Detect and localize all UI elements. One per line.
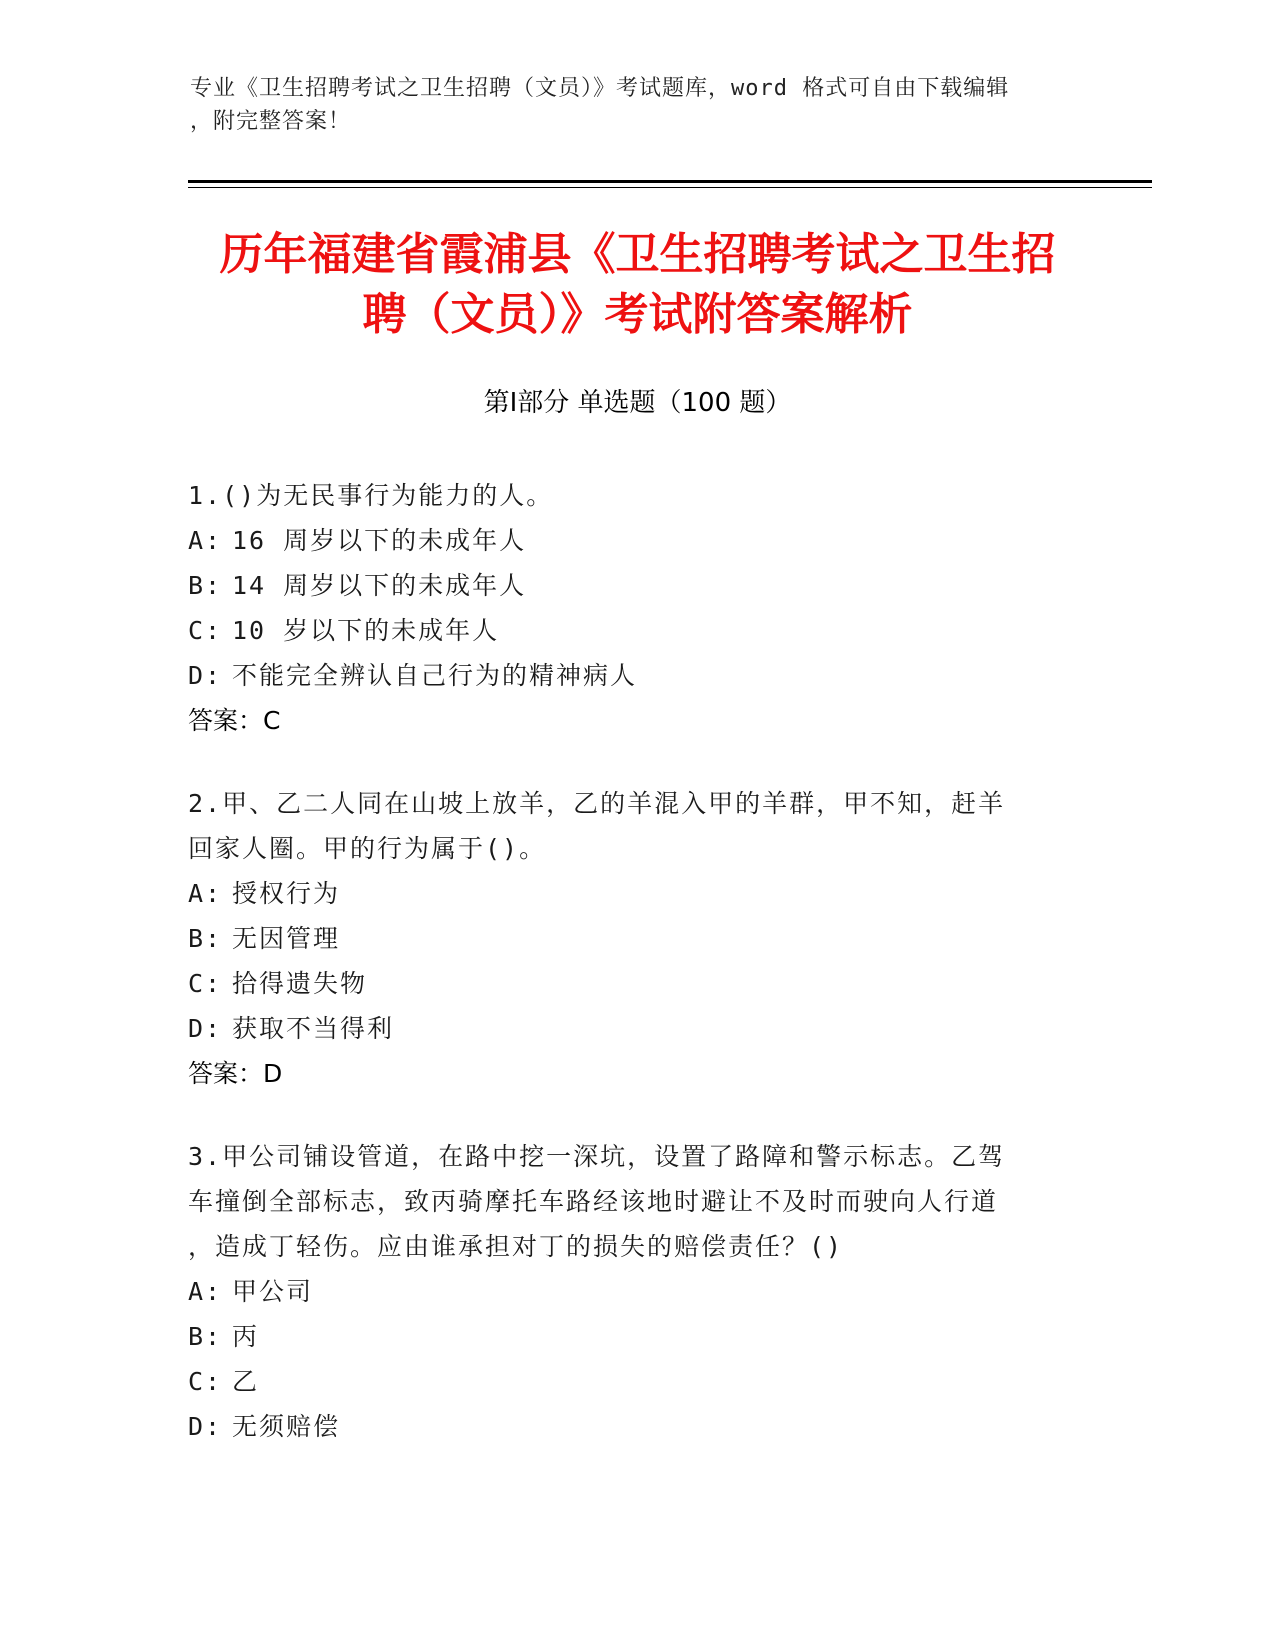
intro-line-2: ，附完整答案！ [190, 109, 352, 134]
option-text: 丙 [232, 1322, 260, 1351]
document-title [150, 225, 1125, 345]
question-stem-line: 2.甲、乙二人同在山坡上放羊，乙的羊混入甲的羊群，甲不知，赶羊 [188, 789, 1006, 818]
option-key: D: [188, 1014, 223, 1043]
option-key: C: [188, 969, 223, 998]
question-stem-line: ，造成丁轻伤。应由谁承担对丁的损失的赔偿责任？() [188, 1232, 844, 1261]
option-key: D: [188, 661, 223, 690]
question-stem-line: 1.()为无民事行为能力的人。 [188, 481, 554, 510]
answer-line: 答案：C [188, 706, 281, 735]
option-key: A: [188, 1277, 223, 1306]
title-line-1: 历年福建省霞浦县《卫生招聘考试之卫生招 [219, 229, 1056, 280]
option-text: 获取不当得利 [232, 1014, 395, 1043]
question-block [188, 473, 1068, 743]
answer-option [188, 916, 1068, 961]
answer-line: 答案：D [188, 1059, 283, 1088]
answer-option [188, 563, 1068, 608]
option-text: 16 周岁以下的未成年人 [232, 526, 527, 555]
option-text: 甲公司 [232, 1277, 314, 1306]
header-rule-thin [188, 187, 1152, 188]
answer-option [188, 1404, 1068, 1449]
option-text: 10 岁以下的未成年人 [232, 616, 500, 645]
answer-option [188, 961, 1068, 1006]
question-stem-line: 回家人圈。甲的行为属于()。 [188, 834, 547, 863]
answer-option [188, 1269, 1068, 1314]
option-key: C: [188, 616, 223, 645]
answer-option [188, 1314, 1068, 1359]
option-key: C: [188, 1367, 223, 1396]
question-list [188, 473, 1068, 1487]
option-text: 不能完全辨认自己行为的精神病人 [232, 661, 638, 690]
answer-option [188, 608, 1068, 653]
option-text: 无因管理 [232, 924, 341, 953]
answer-option [188, 1359, 1068, 1404]
option-key: A: [188, 526, 223, 555]
option-text: 乙 [232, 1367, 260, 1396]
option-key: A: [188, 879, 223, 908]
option-key: B: [188, 571, 223, 600]
option-text: 14 周岁以下的未成年人 [232, 571, 527, 600]
answer-option [188, 871, 1068, 916]
answer-option [188, 1006, 1068, 1051]
option-text: 无须赔偿 [232, 1412, 341, 1441]
question-block [188, 781, 1068, 1096]
question-stem-line: 车撞倒全部标志，致丙骑摩托车路经该地时避让不及时而驶向人行道 [188, 1187, 999, 1216]
question-block [188, 1134, 1068, 1449]
option-key: B: [188, 924, 223, 953]
answer-option [188, 653, 1068, 698]
option-key: D: [188, 1412, 223, 1441]
answer-option [188, 518, 1068, 563]
option-text: 拾得遗失物 [232, 969, 368, 998]
option-text: 授权行为 [232, 879, 341, 908]
intro-text [190, 72, 1070, 138]
header-rule-thick [188, 180, 1152, 183]
question-stem-line: 3.甲公司铺设管道，在路中挖一深坑，设置了路障和警示标志。乙驾 [188, 1142, 1006, 1171]
option-key: B: [188, 1322, 223, 1351]
section-title: 第Ⅰ部分 单选题（100 题） [483, 388, 792, 418]
title-line-2: 聘（文员）》考试附答案解析 [362, 289, 913, 340]
intro-line-1: 专业《卫生招聘考试之卫生招聘（文员）》考试题库，word 格式可自由下载编辑 [190, 76, 1010, 101]
